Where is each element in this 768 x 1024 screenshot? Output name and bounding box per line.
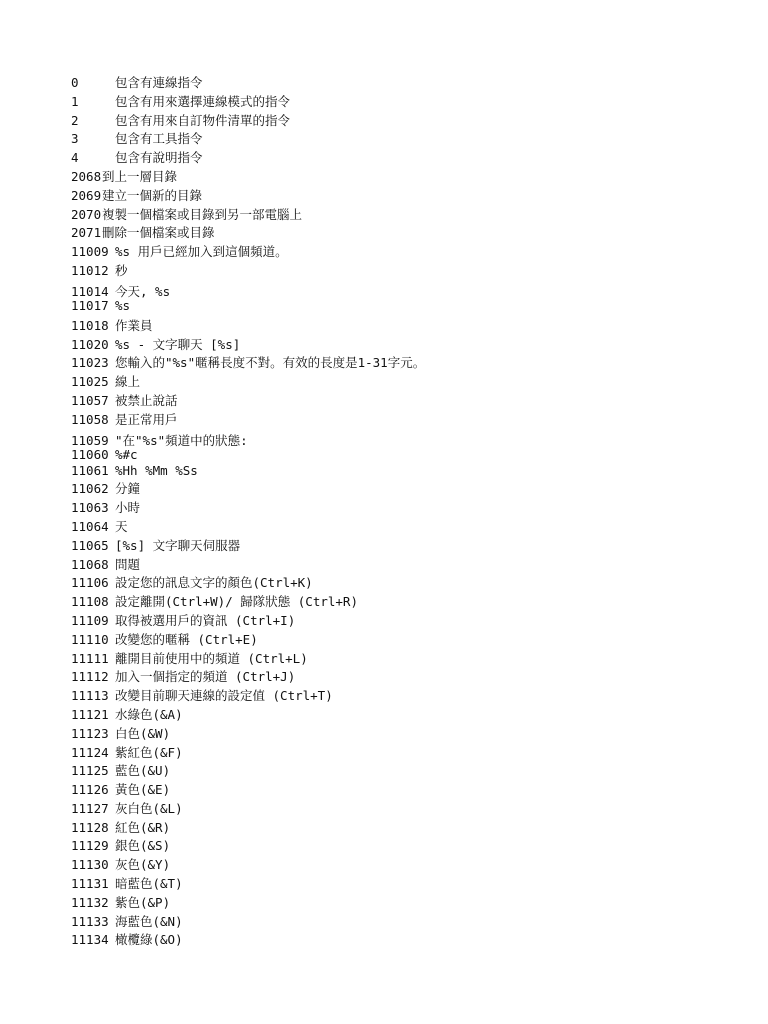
string-row bbox=[71, 499, 751, 518]
string-row bbox=[71, 556, 751, 575]
string-id: 11121 bbox=[71, 706, 109, 722]
string-text: 紅色(&R) bbox=[115, 819, 171, 835]
string-id: 11023 bbox=[71, 355, 109, 371]
string-text: 包含有工具指令 bbox=[115, 131, 203, 147]
string-text: 線上 bbox=[115, 374, 141, 390]
string-id: 11108 bbox=[71, 594, 109, 610]
string-text: 複製一個檔案或目錄到另一部電腦上 bbox=[102, 206, 303, 222]
string-id: 11123 bbox=[71, 725, 109, 741]
string-row bbox=[71, 875, 751, 894]
string-id: 11063 bbox=[71, 500, 109, 516]
string-text: 到上一層目錄 bbox=[102, 168, 178, 184]
string-text: 白色(&W) bbox=[115, 725, 171, 741]
string-id: 11017 bbox=[71, 297, 109, 313]
string-text: 包含有連線指令 bbox=[115, 75, 203, 90]
string-text: 您輸入的"%s"暱稱長度不對。有效的長度是1-31字元。 bbox=[115, 355, 426, 371]
string-row bbox=[71, 149, 751, 168]
string-id: 11060 bbox=[71, 446, 109, 462]
string-text: 橄欖綠(&O) bbox=[115, 932, 183, 948]
string-row bbox=[71, 224, 751, 243]
string-text: 問題 bbox=[115, 556, 141, 572]
string-text: 作業員 bbox=[115, 317, 153, 333]
string-row bbox=[71, 856, 751, 875]
string-row bbox=[71, 931, 751, 950]
string-id: 11113 bbox=[71, 688, 109, 704]
string-id: 11125 bbox=[71, 763, 109, 779]
string-id: 11106 bbox=[71, 575, 109, 591]
string-text: %s bbox=[115, 297, 131, 313]
string-id: 11020 bbox=[71, 336, 109, 352]
string-id: 11124 bbox=[71, 744, 109, 760]
string-row bbox=[71, 800, 751, 819]
string-text: 建立一個新的目錄 bbox=[102, 187, 203, 203]
string-row bbox=[71, 762, 751, 781]
string-text: %Hh %Mm %Ss bbox=[115, 462, 198, 478]
string-text: 銀色(&S) bbox=[115, 838, 171, 854]
string-id: 11129 bbox=[71, 838, 109, 854]
string-id: 11025 bbox=[71, 374, 109, 390]
string-row bbox=[71, 434, 751, 448]
string-id: 11009 bbox=[71, 244, 109, 260]
string-text: 灰白色(&L) bbox=[115, 800, 183, 816]
string-row bbox=[71, 411, 751, 430]
string-text: 改變您的暱稱 (Ctrl+E) bbox=[115, 631, 258, 647]
string-row bbox=[71, 781, 751, 800]
string-row bbox=[71, 725, 751, 744]
string-row bbox=[71, 480, 751, 499]
string-row bbox=[71, 299, 751, 313]
string-text: 包含有用來選擇連線模式的指令 bbox=[115, 93, 291, 109]
string-id: 2068 bbox=[71, 168, 102, 184]
string-text: 紫紅色(&F) bbox=[115, 744, 183, 760]
string-text: 取得被選用戶的資訊 (Ctrl+I) bbox=[115, 612, 296, 628]
string-id: 11014 bbox=[71, 283, 109, 299]
string-text: 灰色(&Y) bbox=[115, 857, 171, 873]
string-text: 包含有說明指令 bbox=[115, 150, 203, 166]
string-row bbox=[71, 706, 751, 725]
string-row bbox=[71, 819, 751, 838]
string-row bbox=[71, 206, 751, 225]
string-id: 11065 bbox=[71, 537, 109, 553]
string-text: 是正常用戶 bbox=[115, 411, 178, 427]
string-row bbox=[71, 354, 751, 373]
string-id: 11133 bbox=[71, 913, 109, 929]
string-table bbox=[71, 74, 751, 950]
string-text: [%s] 文字聊天伺服器 bbox=[115, 537, 241, 553]
string-id: 2070 bbox=[71, 206, 102, 222]
string-text: 水綠色(&A) bbox=[115, 706, 183, 722]
string-text: 海藍色(&N) bbox=[115, 913, 183, 929]
string-id: 11131 bbox=[71, 876, 109, 892]
string-id: 11061 bbox=[71, 462, 109, 478]
string-text: 黃色(&E) bbox=[115, 782, 171, 798]
string-text: 包含有用來自訂物件清單的指令 bbox=[115, 112, 291, 128]
string-row bbox=[71, 74, 751, 93]
string-text: 暗藍色(&T) bbox=[115, 876, 183, 892]
string-id: 11111 bbox=[71, 650, 109, 666]
string-text: 設定您的訊息文字的顏色(Ctrl+K) bbox=[115, 575, 313, 591]
string-row bbox=[71, 668, 751, 687]
string-row bbox=[71, 93, 751, 112]
string-id: 4 bbox=[71, 150, 79, 166]
string-row bbox=[71, 262, 751, 281]
string-row bbox=[71, 593, 751, 612]
string-text: 小時 bbox=[115, 500, 141, 516]
string-id: 11130 bbox=[71, 857, 109, 873]
string-row bbox=[71, 392, 751, 411]
string-row bbox=[71, 913, 751, 932]
string-row bbox=[71, 448, 751, 462]
string-row bbox=[71, 612, 751, 631]
string-id: 11132 bbox=[71, 894, 109, 910]
string-id: 11112 bbox=[71, 669, 109, 685]
string-id: 3 bbox=[71, 131, 79, 147]
string-id: 11068 bbox=[71, 556, 109, 572]
string-row bbox=[71, 462, 751, 481]
string-row bbox=[71, 631, 751, 650]
string-id: 11064 bbox=[71, 518, 109, 534]
string-row bbox=[71, 285, 751, 299]
string-row bbox=[71, 168, 751, 187]
string-row bbox=[71, 894, 751, 913]
string-text: %s - 文字聊天 [%s] bbox=[115, 336, 241, 352]
string-row bbox=[71, 243, 751, 262]
string-row bbox=[71, 373, 751, 392]
string-text: 離開目前使用中的頻道 (Ctrl+L) bbox=[115, 650, 308, 666]
string-id: 11058 bbox=[71, 411, 109, 427]
string-text: 紫色(&P) bbox=[115, 894, 171, 910]
string-row bbox=[71, 650, 751, 669]
string-text: 改變目前聊天連線的設定值 (Ctrl+T) bbox=[115, 688, 333, 704]
string-row bbox=[71, 574, 751, 593]
string-id: 11127 bbox=[71, 800, 109, 816]
string-id: 11110 bbox=[71, 631, 109, 647]
string-row bbox=[71, 837, 751, 856]
string-id: 11109 bbox=[71, 612, 109, 628]
string-id: 0 bbox=[71, 75, 79, 90]
string-text: 刪除一個檔案或目錄 bbox=[102, 225, 215, 241]
string-row bbox=[71, 537, 751, 556]
string-text: 分鐘 bbox=[115, 481, 141, 497]
string-row bbox=[71, 687, 751, 706]
string-id: 11059 bbox=[71, 432, 109, 448]
string-id: 11018 bbox=[71, 317, 109, 333]
string-row bbox=[71, 112, 751, 131]
string-id: 2071 bbox=[71, 225, 102, 241]
string-id: 11012 bbox=[71, 262, 109, 278]
string-text: 天 bbox=[115, 518, 128, 534]
string-text: 秒 bbox=[115, 262, 128, 278]
string-text: 設定離開(Ctrl+W)/ 歸隊狀態 (Ctrl+R) bbox=[115, 594, 358, 610]
string-text: 加入一個指定的頻道 (Ctrl+J) bbox=[115, 669, 296, 685]
string-row bbox=[71, 317, 751, 336]
string-id: 11057 bbox=[71, 392, 109, 408]
string-id: 2 bbox=[71, 112, 79, 128]
string-row bbox=[71, 518, 751, 537]
string-id: 11062 bbox=[71, 481, 109, 497]
string-id: 11134 bbox=[71, 932, 109, 948]
string-id: 11126 bbox=[71, 782, 109, 798]
string-text: "在"%s"頻道中的狀態: bbox=[115, 432, 248, 448]
string-text: 今天, %s bbox=[115, 283, 171, 299]
string-text: 藍色(&U) bbox=[115, 763, 171, 779]
string-id: 11128 bbox=[71, 819, 109, 835]
string-text: %s 用戶已經加入到這個頻道。 bbox=[115, 244, 288, 260]
string-id: 2069 bbox=[71, 187, 102, 203]
string-row bbox=[71, 744, 751, 763]
string-row bbox=[71, 336, 751, 355]
string-text: %#c bbox=[115, 446, 138, 462]
string-id: 1 bbox=[71, 93, 79, 109]
string-row bbox=[71, 130, 751, 149]
string-text: 被禁止說話 bbox=[115, 392, 178, 408]
string-row bbox=[71, 187, 751, 206]
